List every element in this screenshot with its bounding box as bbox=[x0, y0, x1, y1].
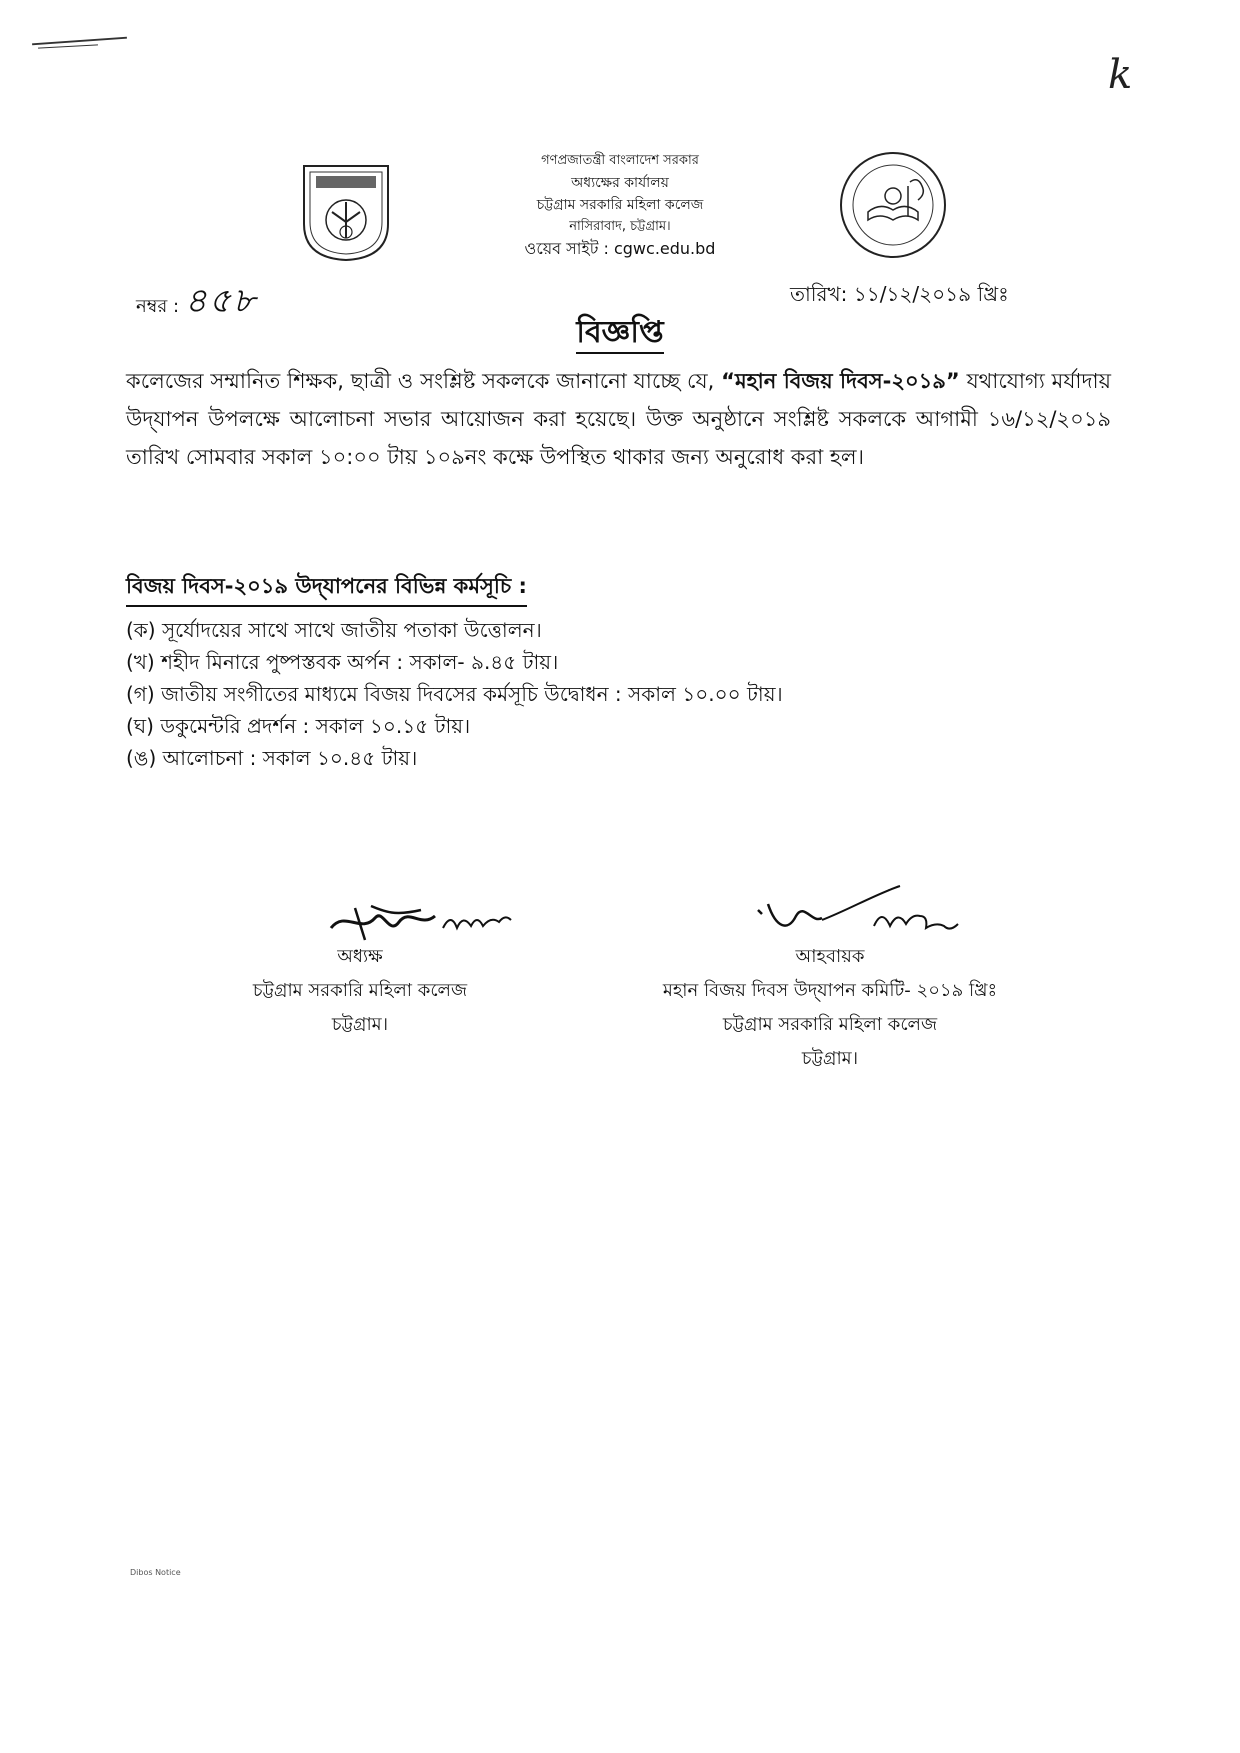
footer-file-label: Dibos Notice bbox=[130, 1568, 181, 1577]
program-item: (ক) সূর্যোদয়ের সাথে সাথে জাতীয় পতাকা উত্তোলন। bbox=[126, 618, 542, 642]
convener-committee: মহান বিজয় দিবস উদ্‌যাপন কমিটি- ২০১৯ খ্রিঃ bbox=[662, 980, 998, 1001]
body-quoted-event: “মহান বিজয় দিবস-২০১৯” bbox=[721, 369, 960, 393]
office-line: অধ্যক্ষের কার্যালয় bbox=[571, 175, 669, 191]
principal-org: চট্টগ্রাম সরকারি মহিলা কলেজ bbox=[252, 980, 468, 1001]
principal-signature-block bbox=[180, 940, 540, 1042]
body-rest: যথাযোগ্য মর্যাদায় উদ্‌যাপন উপলক্ষে আলোচনা সভার আয়োজন করা হয়েছে। উক্ত অনুষ্ঠানে সংশ্লিষ্ট সকলকে আগামী ১৬/১২/২০১৯ তারিখ সোমবার সকাল ১০:০০ টায় ১০৯নং কক্ষে উপস্থিত থাকার জন্য অনুরোধ করা হল। bbox=[126, 369, 1111, 469]
program-item: (ঘ) ডকুমেন্টরি প্রদর্শন : সকাল ১০.১৫ টায়। bbox=[126, 714, 471, 738]
corner-handwritten-mark: k bbox=[1108, 52, 1133, 98]
scan-mark bbox=[32, 37, 127, 46]
college-name: চট্টগ্রাম সরকারি মহিলা কলেজ bbox=[536, 197, 704, 213]
convener-signature-block bbox=[640, 940, 1020, 1076]
convener-org: চট্টগ্রাম সরকারি মহিলা কলেজ bbox=[722, 1014, 938, 1035]
notice-title bbox=[0, 308, 1240, 359]
convener-city: চট্টগ্রাম। bbox=[801, 1048, 859, 1069]
principal-city: চট্টগ্রাম। bbox=[331, 1014, 389, 1035]
memo-label: নম্বর : bbox=[136, 296, 180, 317]
principal-role: অধ্যক্ষ bbox=[337, 946, 383, 967]
program-heading: বিজয় দিবস-২০১৯ উদ্‌যাপনের বিভিন্ন কর্মসূচি : bbox=[126, 570, 527, 607]
website-line: ওয়েব সাইট : cgwc.edu.bd bbox=[524, 239, 716, 258]
memo-number-handwritten: ৪৫৮ bbox=[184, 281, 257, 321]
notice-title-text: বিজ্ঞপ্তি bbox=[576, 315, 663, 354]
college-emblem-left bbox=[300, 162, 392, 266]
college-seal-right bbox=[838, 150, 948, 264]
scan-mark-2 bbox=[38, 44, 98, 48]
program-item: (ঙ) আলোচনা : সকাল ১০.৪৫ টায়। bbox=[126, 746, 418, 770]
program-item: (খ) শহীদ মিনারে পুষ্পস্তবক অর্পন : সকাল- ৯.৪৫ টায়। bbox=[126, 650, 559, 674]
issue-date: তারিখ: ১১/১২/২০১৯ খ্রিঃ bbox=[790, 282, 1009, 306]
program-item: (গ) জাতীয় সংগীতের মাধ্যমে বিজয় দিবসের কর্মসূচি উদ্বোধন : সকাল ১০.০০ টায়। bbox=[126, 682, 783, 706]
letterhead bbox=[420, 150, 820, 260]
notice-body bbox=[126, 362, 1111, 476]
convener-role: আহবায়ক bbox=[795, 946, 865, 967]
government-line: গণপ্রজাতন্ত্রী বাংলাদেশ সরকার bbox=[541, 153, 699, 168]
program-list bbox=[126, 614, 783, 774]
address-line: নাসিরাবাদ, চট্টগ্রাম। bbox=[569, 219, 671, 234]
body-intro: কলেজের সম্মানিত শিক্ষক, ছাত্রী ও সংশ্লিষ্ট সকলকে জানানো যাচ্ছে যে, bbox=[126, 369, 722, 393]
